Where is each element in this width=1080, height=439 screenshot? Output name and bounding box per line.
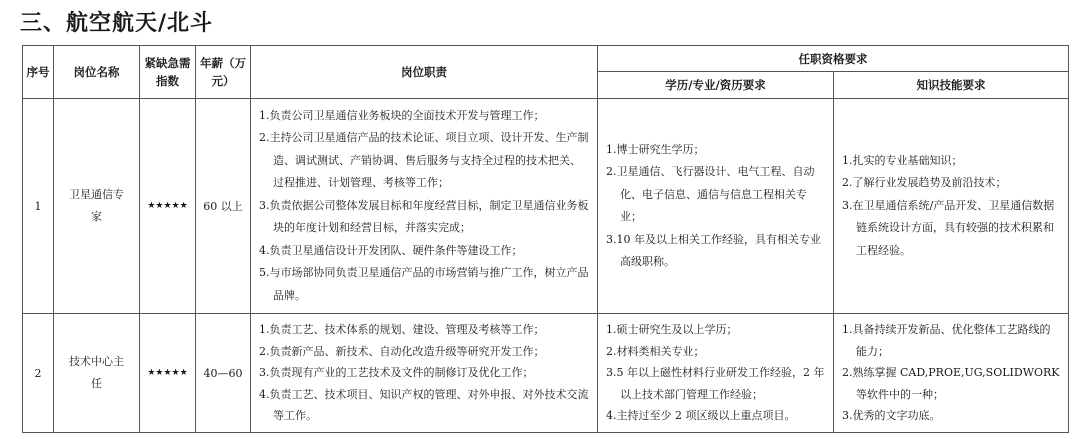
list-item: 2.负责新产品、新技术、自动化改造升级等研究开发工作； (259, 344, 545, 358)
row-index: 2 (23, 314, 54, 433)
list-item: 1.具备持续开发新品、优化整体工艺路线的能力； (842, 323, 1051, 358)
list-item: 1.博士研究生学历； (606, 142, 705, 156)
list-item: 2.卫星通信、飞行器设计、电气工程、自动化、电子信息、通信与信息工程相关专业； (606, 165, 815, 223)
list-item: 4.负责卫星通信设计开发团队、硬件条件等建设工作； (259, 243, 523, 257)
header-education: 学历/专业/资历要求 (598, 72, 834, 99)
list-item: 2.主持公司卫星通信产品的技术论证、项目立项、设计开发、生产制造、调试测试、产销协调、售后服务与支持全过程的技术把关、过程推进、计划管理、考核等工作； (259, 131, 589, 190)
list-item: 3.在卫星通信系统/产品开发、卫星通信数据链系统设计方面，具有较强的技术积累和工程经验。 (842, 198, 1055, 257)
skills-cell (834, 314, 1069, 433)
list-item: 3.负责现有产业的工艺技术及文件的制修订及优化工作； (259, 366, 534, 380)
header-position: 岗位名称 (54, 46, 140, 99)
table-row (23, 314, 1069, 433)
list-item: 1.扎实的专业基础知识； (842, 153, 963, 167)
list-item: 1.负责公司卫星通信业务板块的全面技术开发与管理工作； (259, 108, 545, 122)
list-item: 4.负责工艺、技术项目、知识产权的管理、对外申报、对外技术交流等工作。 (259, 387, 589, 423)
header-duties: 岗位职责 (251, 46, 598, 99)
table-row (23, 99, 1069, 314)
salary-value: 40—60 (196, 314, 251, 433)
list-item: 2.材料类相关专业； (606, 344, 705, 358)
header-skills: 知识技能要求 (834, 72, 1069, 99)
list-item: 3.10 年及以上相关工作经验，具有相关专业高级职称。 (606, 232, 821, 268)
list-item: 1.负责工艺、技术体系的规划、建设、管理及考核等工作； (259, 323, 545, 337)
position-name: 技术中心主任 (54, 314, 140, 433)
position-name: 卫星通信专家 (54, 99, 140, 314)
duties-cell (251, 99, 598, 314)
list-item: 3.负责依据公司整体发展目标和年度经营目标，制定卫星通信业务板块的年度计划和经营目标，并落实完成； (259, 198, 589, 235)
list-item: 5.与市场部协同负责卫星通信产品的市场营销与推广工作，树立产品品牌。 (259, 266, 589, 302)
duties-cell (251, 314, 598, 433)
job-requirements-table (22, 45, 1069, 433)
header-salary: 年薪（万元） (196, 46, 251, 99)
list-item: 2.熟练掌握 CAD,PROE,UG,SOLIDWORK 等软件中的一种； (842, 366, 1060, 401)
section-title: 三、航空航天/北斗 (20, 11, 214, 36)
skills-cell (834, 99, 1069, 314)
header-index: 序号 (23, 46, 54, 99)
list-item: 3.优秀的文字功底。 (842, 409, 941, 423)
education-cell (598, 314, 834, 433)
header-requirements: 任职资格要求 (598, 46, 1069, 72)
education-cell (598, 99, 834, 314)
row-index: 1 (23, 99, 54, 314)
list-item: 1.硕士研究生及以上学历； (606, 323, 738, 337)
list-item: 3.5 年以上磁性材料行业研发工作经验，2 年以上技术部门管理工作经验； (606, 366, 825, 401)
list-item: 4.主持过至少 2 项区级以上重点项目。 (606, 409, 796, 423)
list-item: 2.了解行业发展趋势及前沿技术； (842, 176, 1007, 190)
urgency-stars: ★★★★★ (140, 99, 196, 314)
header-urgency: 紧缺急需指数 (140, 46, 196, 99)
salary-value: 60 以上 (196, 99, 251, 314)
urgency-stars: ★★★★★ (140, 314, 196, 433)
